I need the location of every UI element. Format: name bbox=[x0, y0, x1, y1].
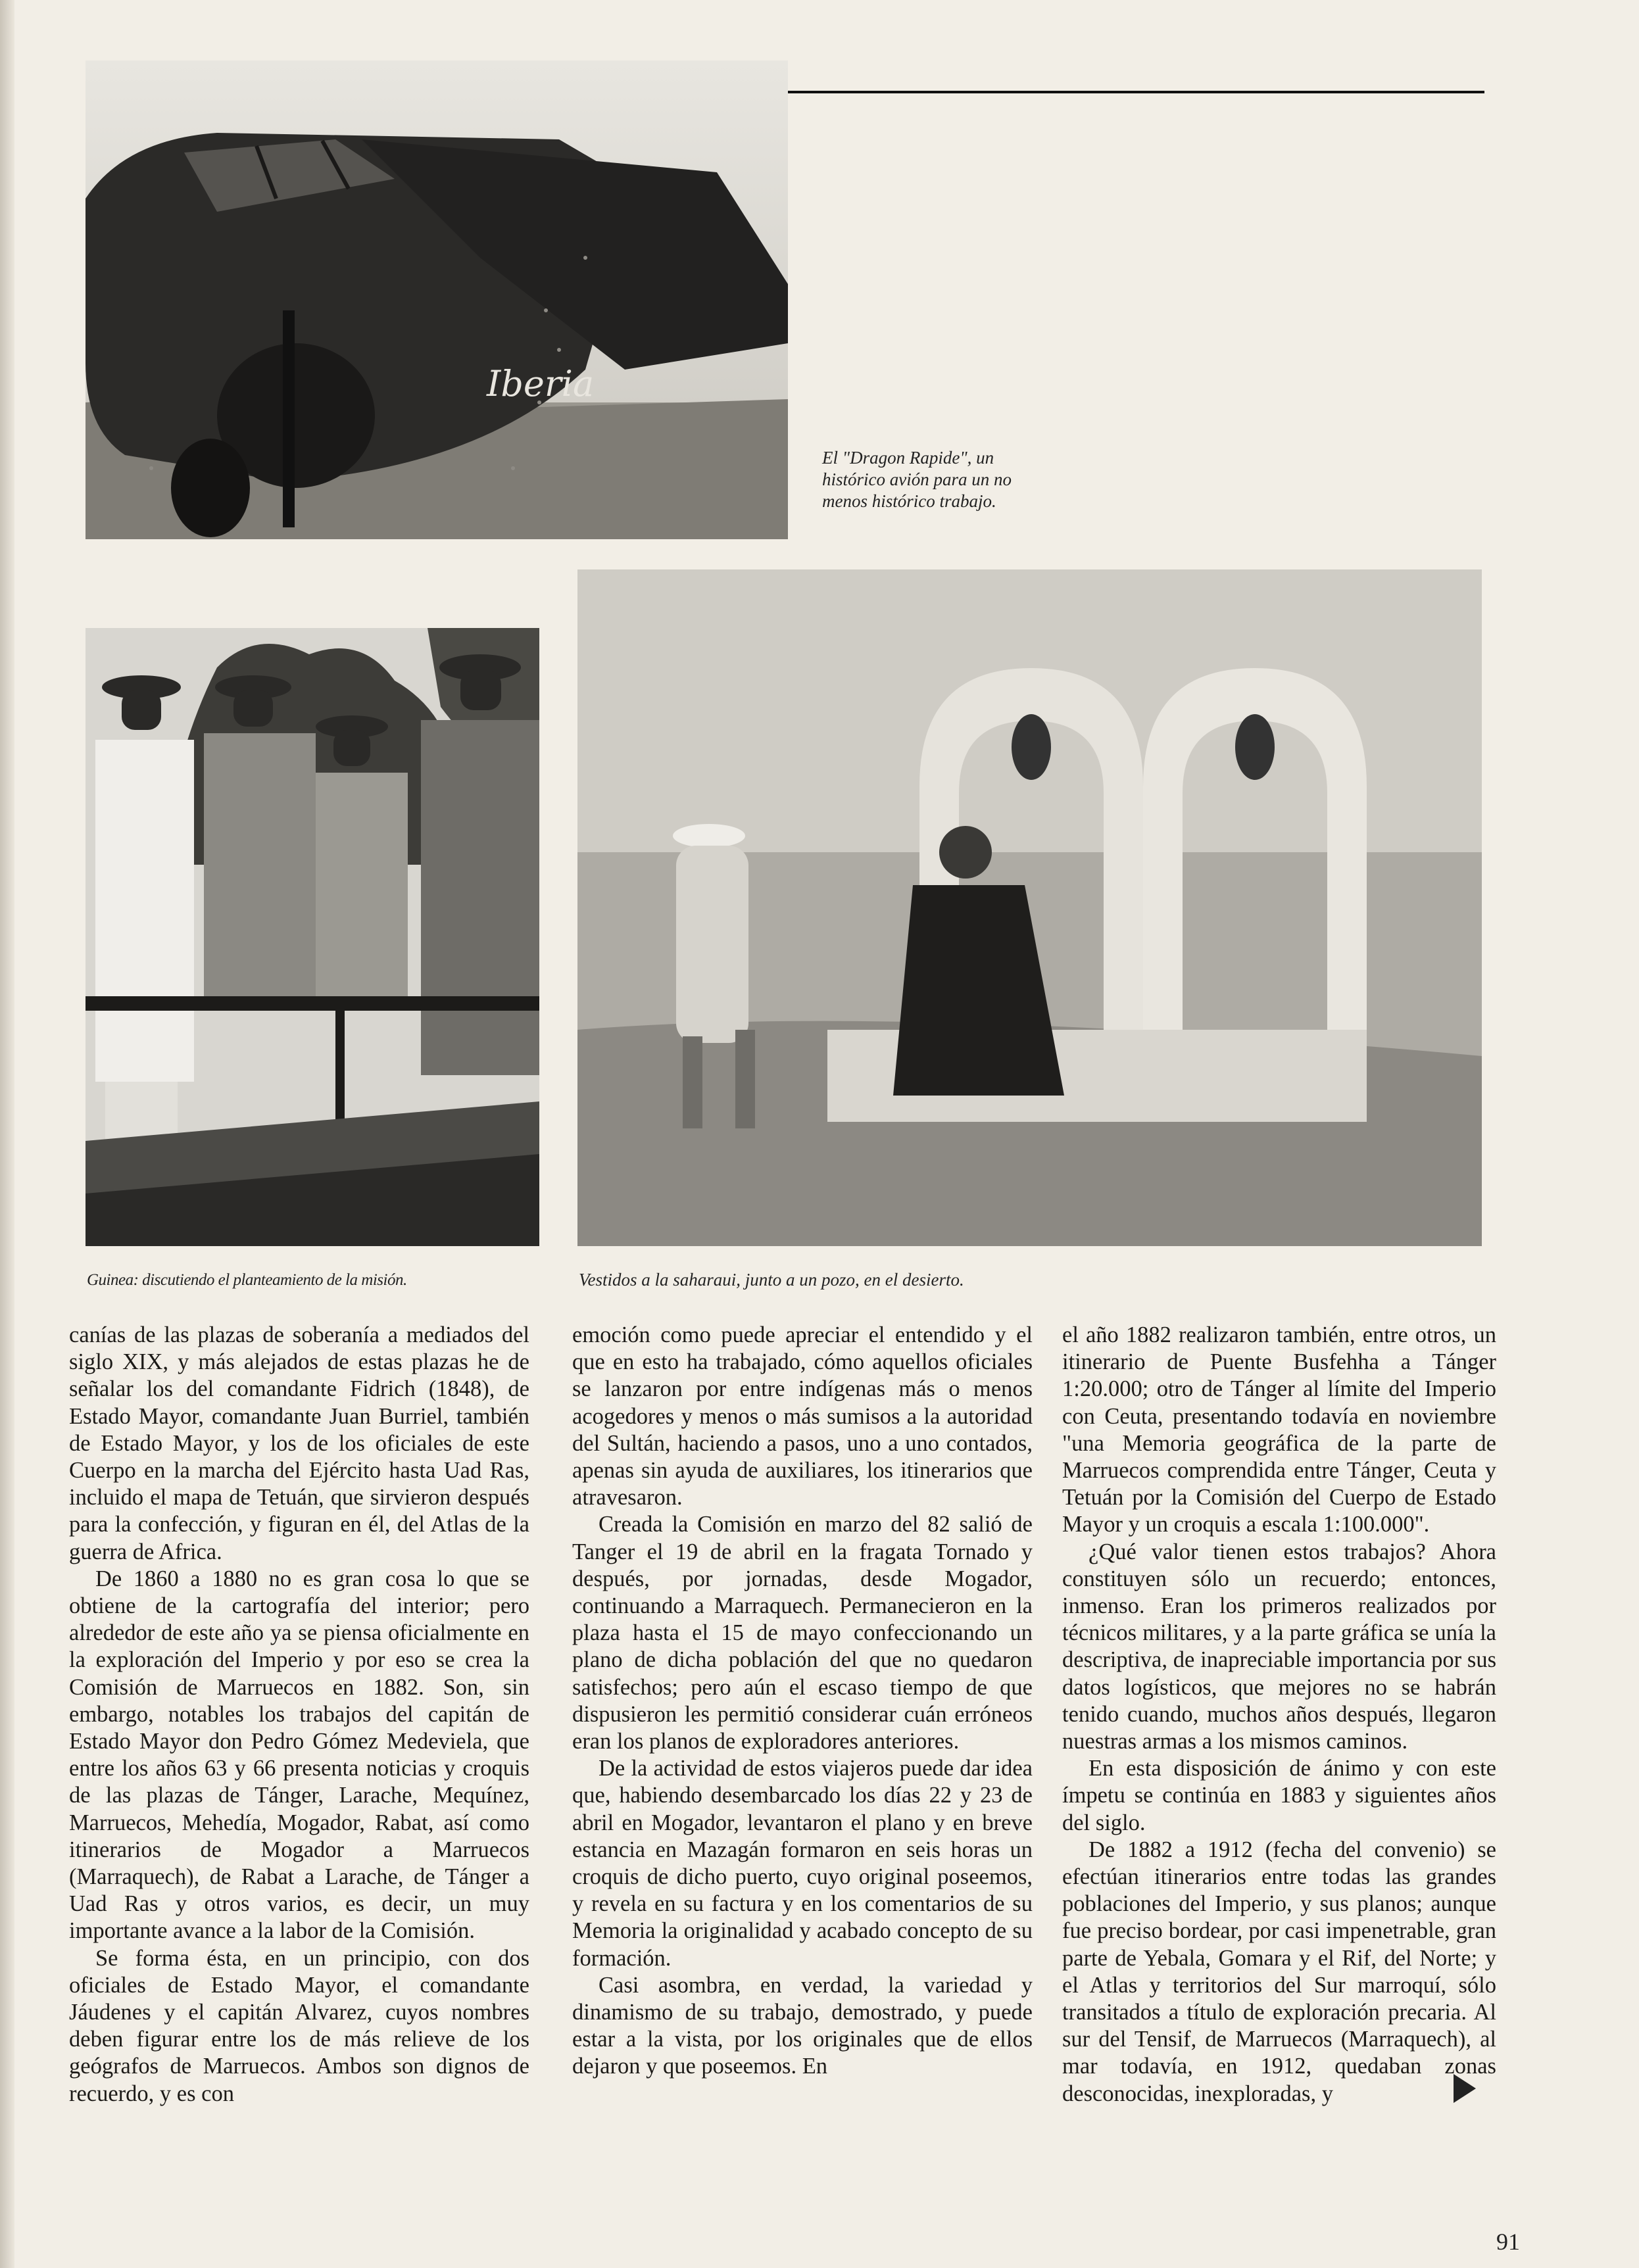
well-photo bbox=[577, 569, 1482, 1246]
paragraph: el año 1882 realizaron también, entre otros, un itinerario de Puente Busfehha a Tánger 1:20.000; otro de Tánger al límite del Imperio con Ceuta, presentando todavía en noviembre "una Memoria geográfica de la parte de Marruecos comprendida entre Tánger, Ceuta y Tetuán por la Comisión del Cuerpo de Estado Mayor y un croquis a escala 1:100.000". bbox=[1062, 1322, 1496, 1537]
iberia-livery: Iberia bbox=[487, 363, 595, 404]
text-column-2 bbox=[572, 1322, 1033, 2196]
text-column-3 bbox=[1062, 1322, 1496, 2196]
guinea-photo bbox=[86, 628, 539, 1246]
paragraph: De 1860 a 1880 no es gran cosa lo que se obtiene de la cartografía del interior; pero alrededor de este año ya se piensa oficialmente en la exploración del Imperio y por eso se crea la Comisión de Marruecos en 1882. Son, sin embargo, notables los trabajos del capitán de Estado Mayor don Pedro Gómez Medeviela, que entre los años 63 y 66 presenta noticias y croquis de las plazas de Tánger, Larache, Mequínez, Marruecos, Mehedía, Mogador, Rabat, así como itinerarios de Mogador a Marruecos (Marraquech), de Rabat a Larache, de Tánger a Uad Ras y otros varios, es decir, un muy importante avance a la labor de la Comisión. bbox=[69, 1566, 529, 1944]
paragraph: canías de las plazas de soberanía a mediados del siglo XIX, y más alejados de estas plazas he de señalar los del comandante Fidrich (1848), de Estado Mayor, comandante Juan Burriel, también de Estado Mayor, y los de los oficiales de este Cuerpo en la marcha del Ejército hasta Uad Ras, incluido el mapa de Tetuán, que sirvieron después para la confección, y figuran en él, del Atlas de la guerra de Africa. bbox=[69, 1322, 529, 1564]
page-number: 91 bbox=[1496, 2229, 1520, 2255]
paragraph: De la actividad de estos viajeros puede dar idea que, habiendo desembarcado los días 22 y 23 de abril en Mogador, levantaron el plano y en breve estancia en Mazagán formaron en seis horas un croquis de dicho puerto, cuyo original poseemos, y revela en su factura y en los comentarios de su Memoria la originalidad y acabado concepto de su formación. bbox=[572, 1756, 1033, 1971]
plane-photo bbox=[86, 60, 788, 539]
paragraph: Creada la Comisión en marzo del 82 salió de Tanger el 19 de abril en la fragata Tornado y después, por jornadas, desde Mogador, continuando a Marraquech. Permanecieron en la plaza hasta el 15 de mayo confeccionando un plano de dicha población del que no quedaron satisfechos; pero aún el escaso tiempo de que dispusieron les permitió considerar cuán erróneos eran los planos de exploradores anteriores. bbox=[572, 1512, 1033, 1754]
page-edge bbox=[0, 0, 14, 2268]
text-column-1 bbox=[69, 1322, 529, 2196]
paragraph: En esta disposición de ánimo y con este ímpetu se continúa en 1883 y siguientes años del siglo. bbox=[1062, 1756, 1496, 1835]
paragraph: Se forma ésta, en un principio, con dos oficiales de Estado Mayor, el comandante Jáudenes y el capitán Alvarez, cuyos nombres deben figurar entre los de más relieve de los geógrafos de Marruecos. Ambos son dignos de recuerdo, y es con bbox=[69, 1945, 529, 2106]
header-rule bbox=[779, 91, 1484, 93]
paragraph: De 1882 a 1912 (fecha del convenio) se efectúan itinerarios entre todas las grandes poblaciones del Imperio, y sus planos; aunque fue preciso bordear, por casi impenetrable, gran parte de Yebala, Gomara y el Rif, del Norte; y el Atlas y territorios del Sur marroquí, sólo transitados a título de exploración precaria. Al sur del Tensif, de Marruecos (Marraquech), al mar todavía, en 1912, quedaban zonas desconocidas, inexploradas, y bbox=[1062, 1837, 1496, 2106]
paragraph: Casi asombra, en verdad, la variedad y dinamismo de su trabajo, demostrado, y puede estar a la vista, por los originales que de ellos dejaron y que poseemos. En bbox=[572, 1972, 1033, 2079]
plane-caption: El "Dragon Rapide", un histórico avión para un no menos histórico trabajo. bbox=[822, 448, 1012, 511]
paragraph: emoción como puede apreciar el entendido y el que en esto ha trabajado, cómo aquellos oficiales se lanzaron por entre indígenas más o menos acogedores y menos o más sumisos a la autoridad del Sultán, haciendo a pasos, uno a uno contados, apenas sin ayuda de auxiliares, los itinerarios que atravesaron. bbox=[572, 1322, 1033, 1510]
guinea-caption: Guinea: discutiendo el planteamiento de la misión. bbox=[87, 1271, 407, 1289]
paragraph: ¿Qué valor tienen estos trabajos? Ahora constituyen sólo un recuerdo; entonces, inmenso. Eran los primeros realizados por técnicos militares, y a la parte gráfica se unía la descriptiva, de inapreciable importancia por sus datos logísticos, que mejores no se habrán tenido cuando, muchos años después, llegaron nuestras armas a los mismos caminos. bbox=[1062, 1539, 1496, 1754]
continue-arrow-icon bbox=[1454, 2074, 1476, 2103]
well-caption: Vestidos a la saharaui, junto a un pozo, en el desierto. bbox=[579, 1270, 964, 1290]
